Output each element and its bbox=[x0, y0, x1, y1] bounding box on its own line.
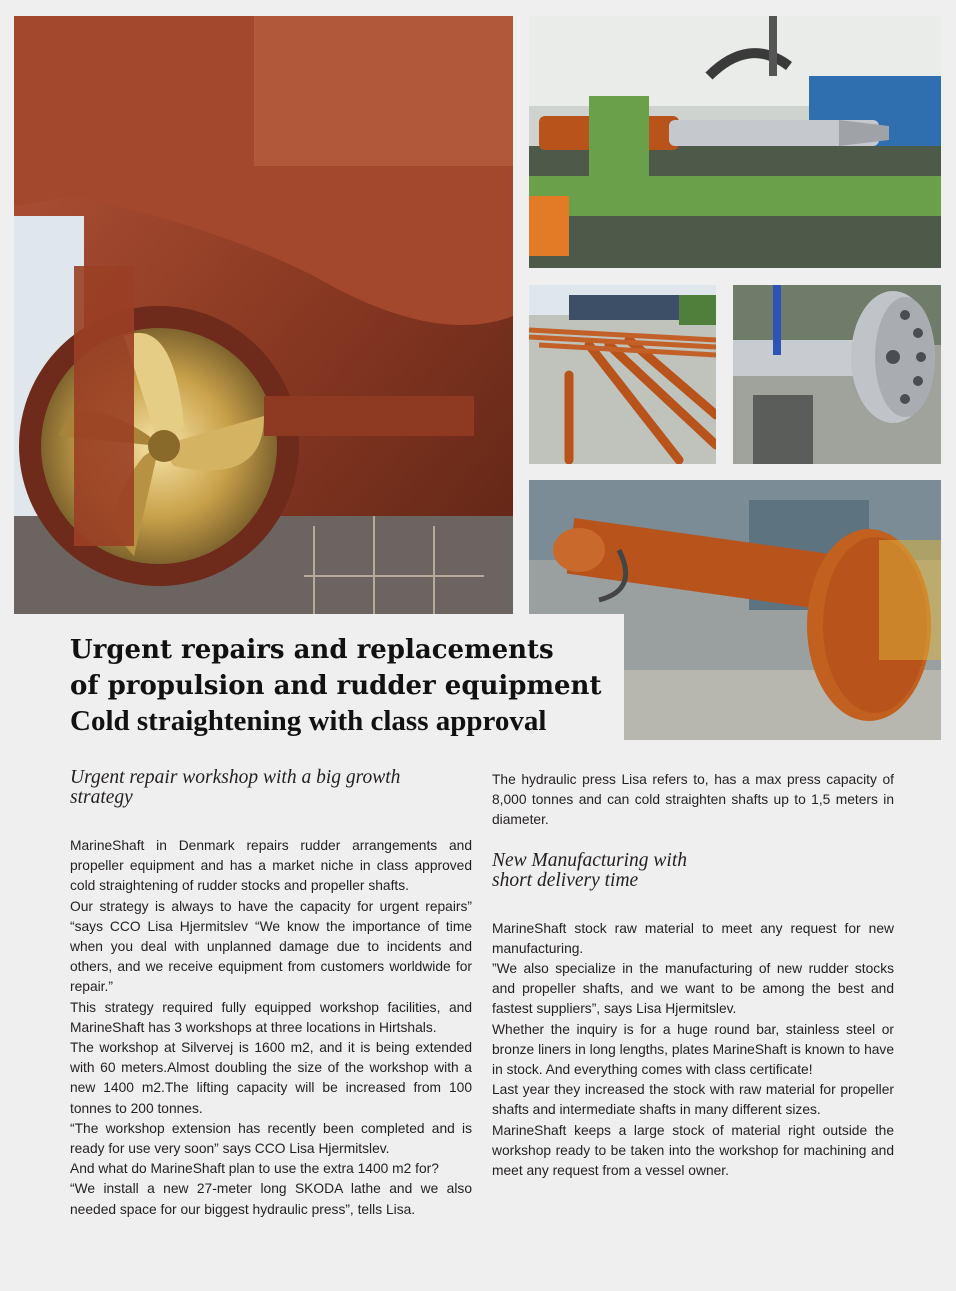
lathe-workshop-photo bbox=[529, 16, 941, 268]
paragraph: And what do MarineShaft plan to use the extra 1400 m2 for? bbox=[70, 1161, 439, 1177]
raw-material-yard-photo bbox=[529, 285, 716, 464]
title-line-1: Urgent repairs and replacements bbox=[70, 635, 554, 665]
shaft-flange-photo bbox=[733, 285, 941, 464]
left-section-heading: Urgent repair workshop with a big growth strategy bbox=[70, 767, 401, 808]
paragraph: ”We also specialize in the manufacturing of new rudder stocks and propeller shafts, and we want to be among the best and fastest suppliers”, says Lisa Hjermitslev. bbox=[492, 961, 894, 1017]
paragraph: Whether the inquiry is for a huge round bar, stainless steel or bronze liners in long lengths, plates MarineShaft is known to have in stock. And everything comes with class certificate! bbox=[492, 1021, 894, 1078]
page-title bbox=[70, 632, 610, 704]
paragraph: MarineShaft stock raw material to meet any request for new manufacturing. bbox=[492, 920, 894, 956]
propeller-thruster-photo bbox=[14, 16, 513, 614]
left-column bbox=[70, 768, 472, 1220]
paragraph: Last year they increased the stock with raw material for propeller shafts and intermediate shafts in many different sizes. bbox=[492, 1082, 894, 1118]
paragraph: “The workshop extension has recently been completed and is ready for use very soon” says CCO Lisa Hjermitslev. bbox=[70, 1120, 472, 1157]
paragraph: This strategy required fully equipped workshop facilities, and MarineShaft has 3 workshops at three locations in Hirtshals. bbox=[70, 999, 472, 1035]
paragraph: “We install a new 27-meter long SKODA lathe and we also needed space for our biggest hydraulic press”, tells Lisa. bbox=[70, 1181, 472, 1217]
paragraph: The workshop at Silvervej is 1600 m2, and it is being extended with 60 meters.Almost doubling the size of the workshop with a new 1400 m2.The lifting capacity will be increased from 100 tonnes to 200 tonnes. bbox=[70, 1040, 472, 1116]
paragraph: MarineShaft in Denmark repairs rudder arrangements and propeller equipment and has a market niche in class approved cold straightening of rudder stocks and propeller shafts. bbox=[70, 838, 472, 894]
right-section-heading: New Manufacturing with short delivery time bbox=[492, 849, 687, 891]
paragraph: MarineShaft keeps a large stock of material right outside the workshop ready to be taken into the workshop for machining and meet any request from a vessel owner. bbox=[492, 1122, 894, 1179]
page-subtitle: Cold straightening with class approval bbox=[70, 705, 547, 737]
title-line-2: of propulsion and rudder equipment bbox=[70, 671, 602, 701]
paragraph: The hydraulic press Lisa refers to, has a max press capacity of 8,000 tonnes and can cold straighten shafts up to 1,5 meters in diameter. bbox=[492, 772, 894, 828]
paragraph: Our strategy is always to have the capacity for urgent repairs” “says CCO Lisa Hjermitslev “We know the importance of time when you deal with unplanned damage due to incidents and others, and we receive equipment from customers worldwide for repair.” bbox=[70, 898, 472, 995]
right-column bbox=[492, 770, 894, 1181]
